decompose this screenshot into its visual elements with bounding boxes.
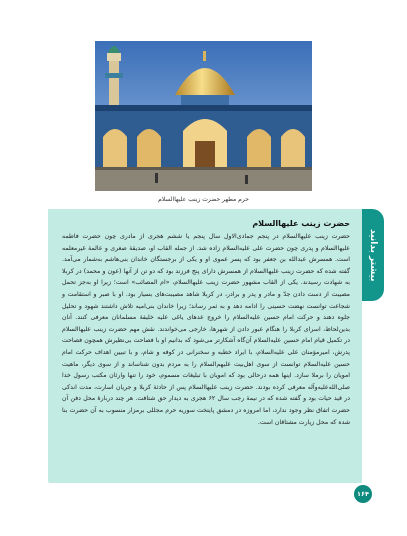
sidebar-tab-label: بیشتر بدانید xyxy=(368,228,378,282)
section-heading: حضرت زینب علیهاالسلام xyxy=(252,219,350,228)
sidebar-tab xyxy=(362,209,384,301)
info-box-content xyxy=(62,217,350,428)
shrine-photo xyxy=(95,41,312,191)
section-body: حضرت زینب علیهاالسلام در پنجم جمادی‌الاول سال پنجم یا ششم هجری از مادری چون حضرت فاطمه علیهاالسلام و پدری چون حضرت علی علیه‌السلام زاده شد. از جمله القاب او، صدیقهٔ صغری و عالمهٔ غیرمعلمه است. همسرش عبدالله بن جعفر بود که پسر عموی او و یکی از برجستگان خاندان بنی‌هاشم به‌شمار می‌آمد. گفته شده که حضرت زینب علیهاالسلام از همسرش دارای پنج فرزند بود که دو تن از آنها (عون و محمد) در کربلا به شهادت رسیدند. یکی از القاب مشهور حضرت زینب علیهاالسلام، «ام المصائب» است؛ زیرا او به‌جز تحمل مصیبت از دست دادن جدّ و مادر و پدر و برادر، در کربلا شاهد مصیبت‌های بسیار بود. او با صبر و استقامت و شجاعت توانست نهضت حسینی را ادامه دهد و به ثمر رساند؛ زیرا خاندان بنی‌امیه تلاش داشتند شهود و تحلیل جلوه دهند و حرکت امام حسین علیه‌السلام را خروج عدهای یاغی علیه خلیفهٔ مسلمانان معرفی کنند. آنان بدین‌لحاظ، اسرای کربلا را هنگام عبور دادن از شهرها، خارجی می‌خواندند. نقش مهم حضرت زینب علیهاالسلام در تکمیل قیام امام حسین علیه‌السلام آن‌گاه آشکارتر می‌شود که بدانیم او با فصاحت بی‌نظیرش همچون فصاحت پدرش، امیرمؤمنان علی علیه‌السلام، با ایراد خطبه و سخنرانی در کوفه و شام، و با تبیین اهداف حرکت امام حسین علیه‌السلام توانست از سوی اهل‌بیت علیهم‌السلام را به مردم بدون شناساند و از سوی دیگر، ماهیت امویان را برملا سازد. اینها همه درحالی بود که امویان با تبلیغات مسموم، خود را تنها وارثان مکتب رسول خدا صلی‌الله‌علیه‌وآله معرفی کرده بودند. حضرت زینب علیهاالسلام پس از حادثهٔ کربلا و جریان اسارت، مدت اندکی در قید حیات بود و گفته شده که در نیمهٔ رجب سال ۶۲ هجری به دیدار حق شتافت. هر چند دربارهٔ محل دفن آن حضرت اتفاق نظر وجود ندارد، اما امروزه در دمشق پایتخت سوریه حرم مجللی برمزار منسوب به آن حضرت بنا شده که محل زیارت مشتاقان است. xyxy=(62,233,350,426)
page-number: ۱۶۴ xyxy=(354,485,372,503)
info-box xyxy=(48,209,362,483)
shrine-illustration xyxy=(95,41,312,191)
photo-caption: حرم مطهر حضرت زینب علیهاالسلام xyxy=(158,196,249,203)
